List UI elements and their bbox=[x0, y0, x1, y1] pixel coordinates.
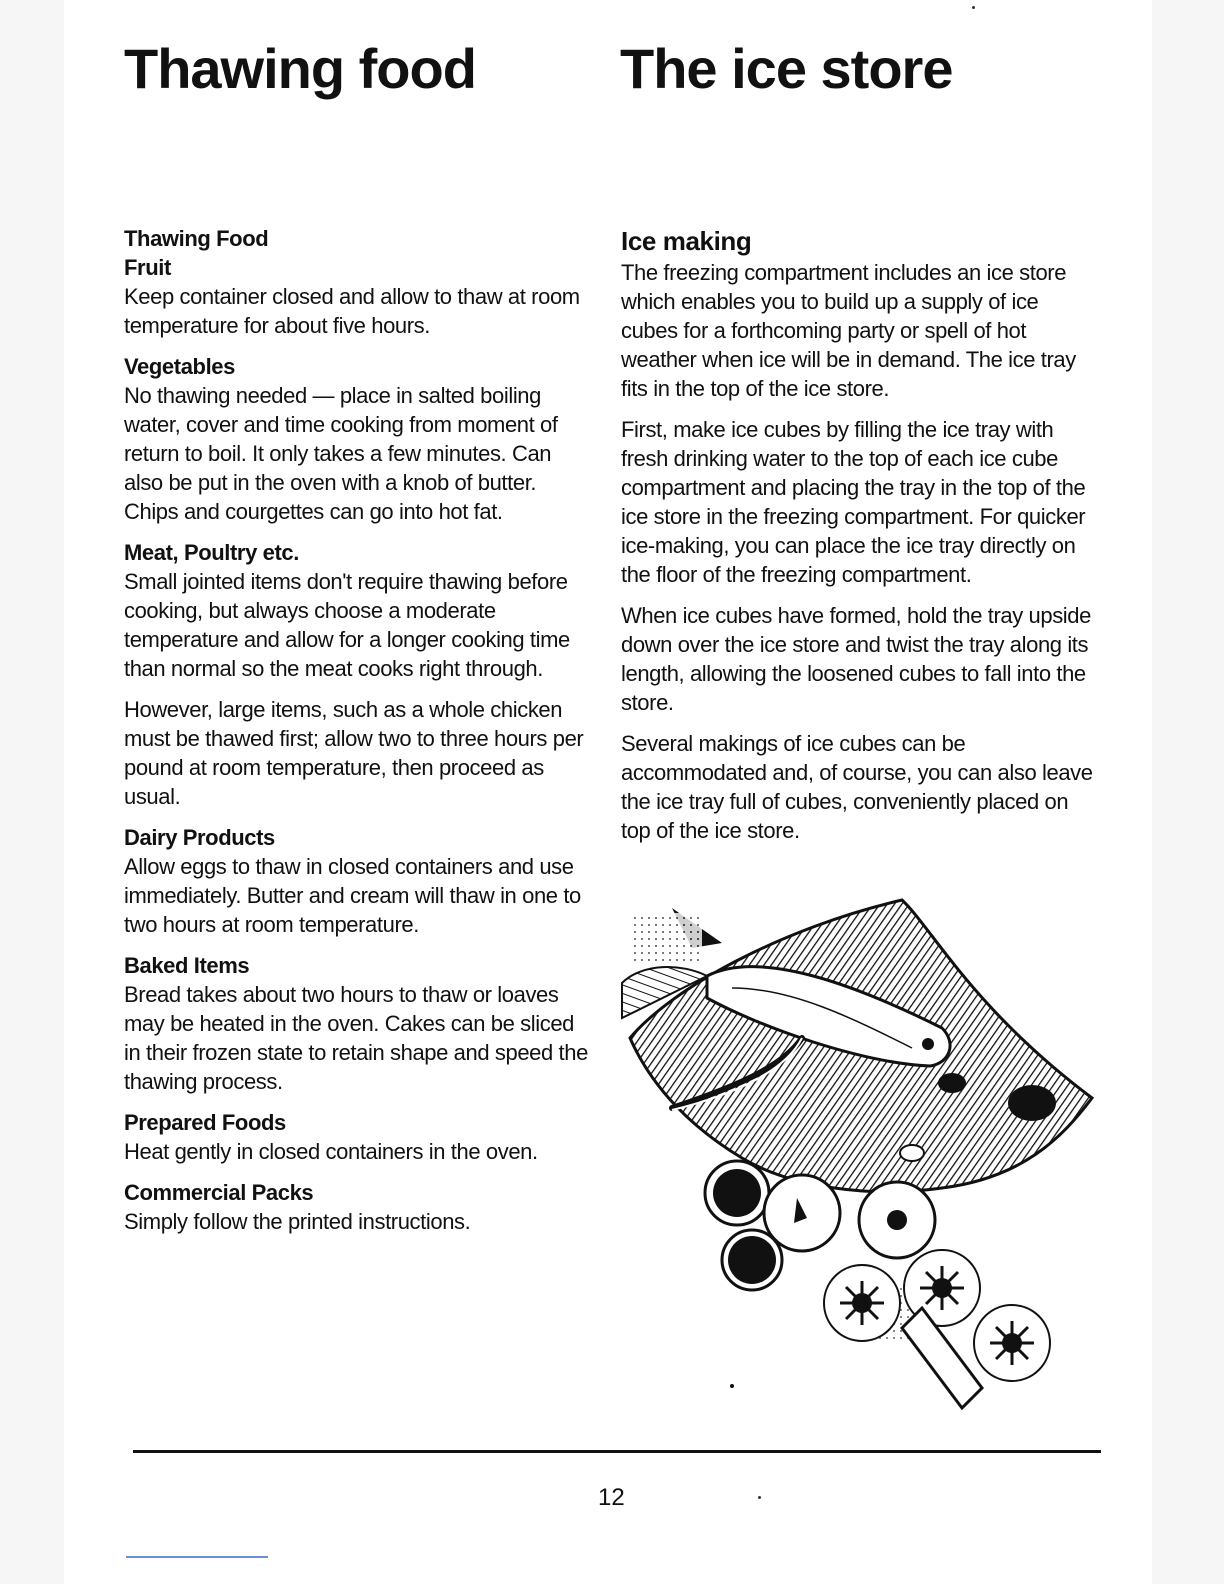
section-vegetables bbox=[124, 352, 594, 526]
section-title: Prepared Foods bbox=[124, 1110, 286, 1135]
section-text: Allow eggs to thaw in closed containers and use immediately. Butter and cream will thaw in one to two hours at room temperature. bbox=[124, 854, 581, 937]
section-title: Baked Items bbox=[124, 953, 250, 978]
right-column bbox=[621, 224, 1096, 857]
heading-thawing-food: Thawing food bbox=[124, 37, 476, 100]
section-title: Vegetables bbox=[124, 354, 235, 379]
section-meat-poultry bbox=[124, 538, 594, 811]
paragraph: The freezing compartment includes an ice store which enables you to build up a supply of ice cubes for a forthcoming party or spell of hot weather when ice will be in demand. The ice tray fits in the top of the ice store. bbox=[621, 260, 1076, 401]
section-title-ice-making: Ice making bbox=[621, 226, 752, 256]
paragraph: When ice cubes have formed, hold the tray upside down over the ice store and twist the tray along its length, allowing the loosened cubes to fall into the store. bbox=[621, 603, 1091, 715]
section-text: Small jointed items don't require thawing before cooking, but always choose a moderate temperature and allow for a longer cooking time than normal so the meat cooks right through. bbox=[124, 569, 570, 681]
left-column bbox=[124, 224, 594, 1248]
section-text: Heat gently in closed containers in the oven. bbox=[124, 1139, 538, 1164]
section-text: Bread takes about two hours to thaw or loaves may be heated in the oven. Cakes can be sliced in their frozen state to retain shape and speed the thawing process. bbox=[124, 982, 588, 1094]
scan-margin-left bbox=[0, 0, 64, 1584]
section-text: Keep container closed and allow to thaw at room temperature for about five hours. bbox=[124, 284, 580, 338]
scan-margin-right bbox=[1152, 0, 1224, 1584]
section-commercial-packs bbox=[124, 1178, 594, 1236]
section-text: No thawing needed — place in salted boiling water, cover and time cooking from moment of return to boil. It only takes a few minutes. Can also be put in the oven with a knob of butter. Chips and courgettes can go into hot fat. bbox=[124, 383, 558, 524]
section-baked-items bbox=[124, 951, 594, 1096]
intro-title: Thawing Food bbox=[124, 226, 269, 251]
scan-speck bbox=[972, 6, 975, 9]
paragraph: First, make ice cubes by filling the ice tray with fresh drinking water to the top of each ice cube compartment and placing the tray in the top of the ice store in the freezing compartment. For quicker ice-making, you can place the ice tray directly on the floor of the freezing compartment. bbox=[621, 417, 1086, 587]
section-title: Meat, Poultry etc. bbox=[124, 540, 299, 565]
scan-underline-mark bbox=[126, 1556, 268, 1558]
section-title: Commercial Packs bbox=[124, 1180, 314, 1205]
section-dairy-products bbox=[124, 823, 594, 939]
scan-speck bbox=[758, 1496, 761, 1499]
section-fruit bbox=[124, 253, 594, 340]
footer-divider bbox=[133, 1450, 1101, 1453]
heading-ice-store: The ice store bbox=[620, 37, 953, 100]
section-prepared-foods bbox=[124, 1108, 594, 1166]
paragraph: Several makings of ice cubes can be accommodated and, of course, you can also leave the ice tray full of cubes, conveniently placed on top of the ice store. bbox=[621, 731, 1093, 843]
page-number: 12 bbox=[598, 1484, 625, 1511]
section-title: Dairy Products bbox=[124, 825, 275, 850]
fish-and-food-illustration-icon bbox=[612, 888, 1112, 1418]
section-text: However, large items, such as a whole chicken must be thawed first; allow two to three hours per pound at room temperature, then proceed as usual. bbox=[124, 697, 584, 809]
section-title: Fruit bbox=[124, 255, 171, 280]
section-text: Simply follow the printed instructions. bbox=[124, 1209, 471, 1234]
